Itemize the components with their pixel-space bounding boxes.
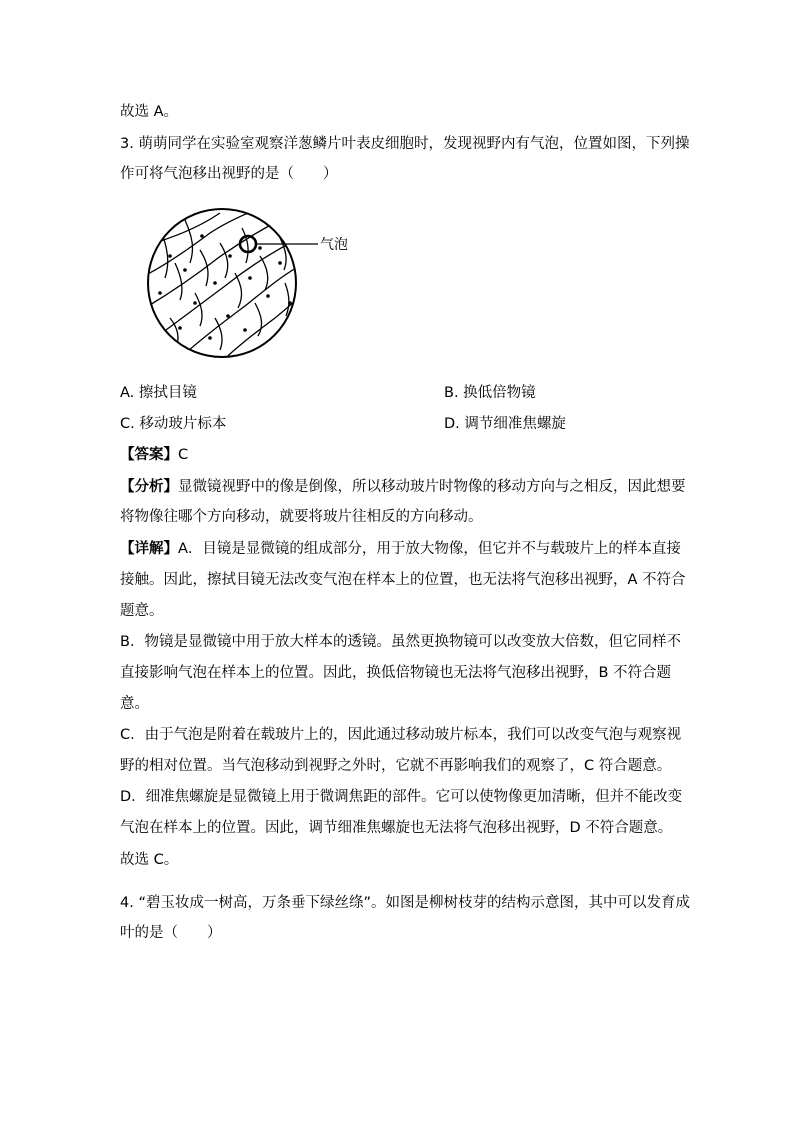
answer-value: C xyxy=(178,447,189,463)
detail-line9: D．细准焦螺旋是显微镜上用于微调焦距的部件。它可以使物像更加清晰，但并不能改变 xyxy=(120,789,683,805)
question3-conclusion: 故选 C。 xyxy=(120,852,179,868)
detail-text1: A．目镜是显微镜的组成部分，用于放大物像，但它并不与载玻片上的样本直接 xyxy=(178,541,681,557)
answer-tag: 【答案】 xyxy=(120,447,178,463)
detail-line4: B．物镜是显微镜中用于放大样本的透镜。虽然更换物镜可以改变放大倍数，但它同样不 xyxy=(120,634,681,650)
question3-stem-line1: 3. 萌萌同学在实验室观察洋葱鳞片叶表皮细胞时，发现视野内有气泡，位置如图，下列操 xyxy=(120,136,690,152)
bubble-label: 气泡 xyxy=(320,237,348,253)
option-c: C. 移动玻片标本 xyxy=(120,416,227,432)
analysis-line2: 将物像往哪个方向移动，就要将玻片往相反的方向移动。 xyxy=(120,509,483,525)
onion-cells xyxy=(140,208,310,358)
detail-line3: 题意。 xyxy=(120,603,164,619)
question4-stem-line1: 4. “碧玉妆成一树高，万条垂下绿丝绦”。如图是柳树枝芽的结构示意图，其中可以发育成 xyxy=(120,895,690,911)
answer-line xyxy=(120,445,680,465)
question3-stem-line2: 作可将气泡移出视野的是（ ） xyxy=(120,166,338,182)
analysis-line1 xyxy=(120,477,686,497)
detail-line10: 气泡在样本上的位置。因此，调节细准焦螺旋也无法将气泡移出视野，D 不符合题意。 xyxy=(120,820,673,836)
detail-line8: 野的相对位置。当气泡移动到视野之外时，它就不再影响我们的观察了，C 符合题意。 xyxy=(120,758,672,774)
detail-tag: 【详解】 xyxy=(120,541,178,557)
detail-line6: 意。 xyxy=(120,696,149,712)
option-d: D. 调节细准焦螺旋 xyxy=(444,416,566,432)
analysis-text1: 显微镜视野中的像是倒像，所以移动玻片时物像的移动方向与之相反，因此想要 xyxy=(178,479,686,495)
detail-line5: 直接影响气泡在样本上的位置。因此，换低倍物镜也无法将气泡移出视野，B 不符合题 xyxy=(120,665,672,681)
analysis-tag: 【分析】 xyxy=(120,479,178,495)
option-b: B. 换低倍物镜 xyxy=(444,385,536,401)
option-a: A. 擦拭目镜 xyxy=(120,385,197,401)
previous-conclusion: 故选 A。 xyxy=(120,104,179,120)
question4-stem-line2: 叶的是（ ） xyxy=(120,925,222,941)
detail-line7: C．由于气泡是附着在载玻片上的，因此通过移动玻片标本，我们可以改变气泡与观察视 xyxy=(120,727,682,743)
microscope-field-figure xyxy=(140,208,380,358)
detail-line1 xyxy=(120,539,680,559)
detail-line2: 接触。因此，擦拭目镜无法改变气泡在样本上的位置，也无法将气泡移出视野，A 不符合 xyxy=(120,572,686,588)
